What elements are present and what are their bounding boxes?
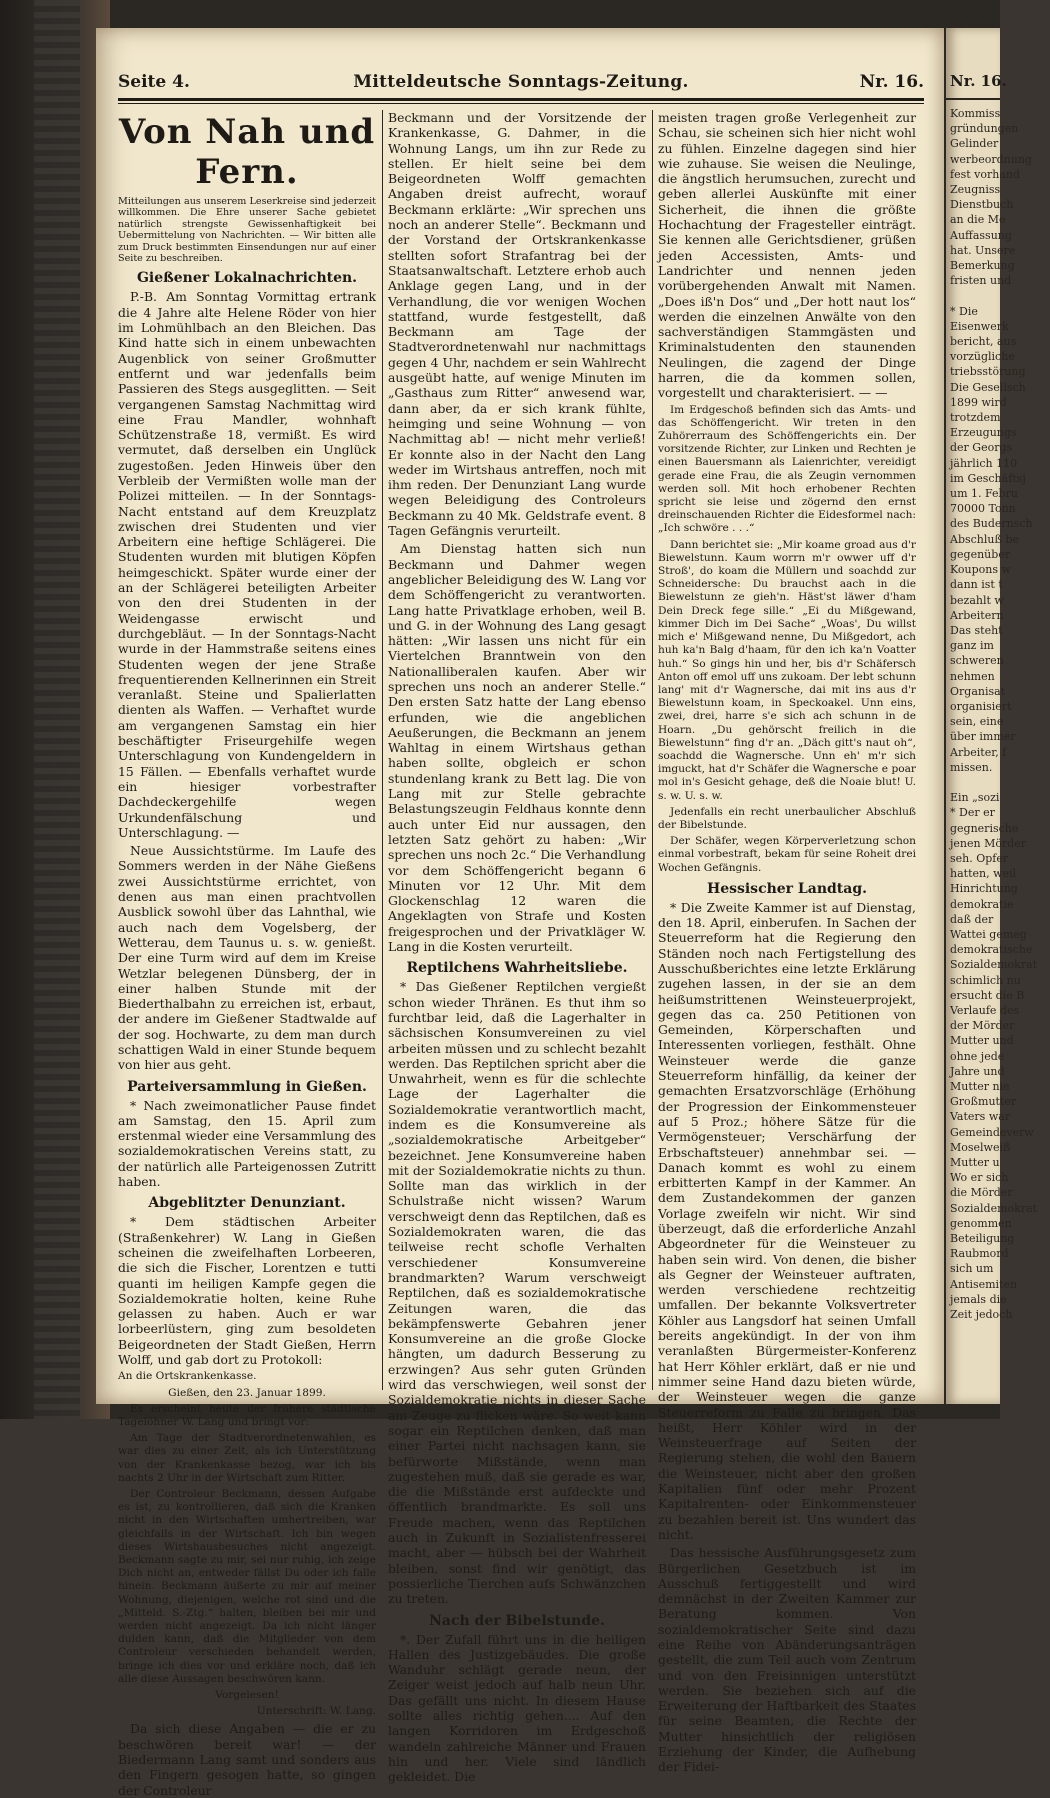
adjacent-text-fragment: Arbeitern [950, 608, 1004, 622]
letter-paragraph: Am Tage der Stadtverordnetenwahlen, es war dies zu einer Zeit, als ich Unterstützung von der Krankenkasse bezog, war ich bis nachts 2 Uhr in der Wirtschaft zum Ritter. [118, 1432, 376, 1484]
adjacent-text-fragment: jemals die [950, 1292, 1007, 1306]
adjacent-text-fragment: Gemeindeverw [950, 1125, 1034, 1139]
column-2 [388, 110, 646, 1785]
newspaper-page [96, 28, 944, 1798]
adjacent-text-fragment: Ein „sozi [950, 791, 1000, 805]
column-divider [382, 110, 383, 1390]
adjacent-text-fragment: bericht, aus [950, 335, 1017, 349]
adjacent-text-fragment: Erzeugungs [950, 426, 1017, 440]
adjacent-text-fragment: Gelinder [950, 137, 999, 151]
adjacent-text-fragment: Zeugniss [950, 183, 1001, 197]
issue-number: Nr. 16. [859, 72, 924, 92]
adjacent-text-fragment: der Mörder [950, 1019, 1015, 1033]
adjacent-text-fragment: Raubmord [950, 1247, 1009, 1261]
adjacent-text-fragment: Kommiss [950, 107, 1001, 120]
header-rule-thin [118, 103, 924, 104]
adjacent-text-fragment: Verlaufe des [950, 1003, 1020, 1017]
adjacent-text-fragment: im Geschäftsj [950, 471, 1026, 485]
adjacent-text-fragment: daß der [950, 912, 994, 926]
article-paragraph: Im Erdgeschoß befinden sich das Amts- und das Schöffengericht. Wir treten in den Zuhörerraum des Schöffengerichts ein. Der vorsitzende Richter, zur Linken und Rechten je einen Bauersmann als Laienrichter, vereidigt gerade eine Frau, die als Zeugin vernommen werden soll. Mit hoch erhobener Rechten spricht sie leise und zögernd den ernst dreinschauenden Richter die Eidesformel nach: „Ich schwöre . . .“ [658, 403, 916, 535]
article-paragraph: Der Schäfer, wegen Körperverletzung schon einmal vorbestraft, bekam für seine Roheit drei Wochen Gefängnis. [658, 835, 916, 874]
letter-address: An die Ortskrankenkasse. [118, 1370, 257, 1383]
adjacent-text-fragment: Jahre und [950, 1064, 1005, 1078]
adjacent-text-fragment: ohne jede [950, 1049, 1005, 1063]
article-paragraph: Neue Aussichtstürme. Im Laufe des Sommers werden in der Nähe Gießens zwei Aussichtstürme errichtet, von denen aus man einen prachtvollen Ausblick sowohl über das Lahnthal, wie auch nach dem Vogelsberg, der Wetterau, dem Taunus u. s. w. genießt. Der eine Turm wird auf dem im Kreise Wetzlar belegenen Dünsberg, der in einer halben Stunde mit der Biederthalbahn zu erreichen ist, erbaut, der andere im Gießener Stadtwalde auf der sog. Hochwarte, zu dem man durch schattigen Wald in einer Stunde bequem von hier aus geht. [118, 843, 376, 1073]
adjacent-text-fragment: Dienstbuch [950, 198, 1014, 212]
adjacent-text-fragment: Arbeiter, f [950, 745, 1007, 759]
adjacent-text-fragment: jenen Mörder [950, 836, 1027, 850]
letter-paragraph: Der Controleur Beckmann, dessen Aufgabe es ist, zu kontrollieren, daß sich die Kranken nicht in den Wirtschaften umhertreiben, war gleichfalls in der Wirtschaft. Ich bin wegen dieses Wirtshausbesuches nicht angezeigt. Beckmann sagte zu mir, sei nur ruhig, ich zeige Dich nicht an, entweder fällst Du oder ich falle hinein. Beckmann äußerte zu mir auf meiner Wohnung, diejenigen, welche rot sind und die „Mitteld. S.-Ztg.“ halten, bleiben bei mir und werden nicht angezeigt. Da ich nicht länger dulden kann, daß die Mitglieder von dem Controleur verschieden behandelt werden, bringe ich dies vor und erkläre noch, daß ich alle diese Aussagen beschwören kann. [118, 1487, 376, 1685]
section-title: Abgeblitzter Denunziant. [148, 1195, 346, 1212]
adjacent-text-fragment: Großmutter [950, 1095, 1017, 1109]
adjacent-text-fragment: fristen und [950, 274, 1012, 288]
adjacent-text-fragment: Mutter und [950, 1034, 1014, 1048]
article-paragraph: *. Der Zufall führt uns in die heiligen Hallen des Justizgebäudes. Die große Wanduhr schlägt gerade neun, der Zeiger weist jedoch auf halb neun Uhr. Das gefällt uns nicht. In diesem Hause sollte alles richtig gehen.... Auf den langen Korridoren im Erdgeschoß wandeln zahlreiche Männer und Frauen hin und her. Viele sind ländlich gekleidet. Die [388, 1631, 646, 1785]
adjacent-text-fragment: Wattei gemeg [950, 927, 1027, 941]
adjacent-text-fragment: * Der er [950, 806, 995, 820]
letter-date: Gießen, den 23. Januar 1899. [168, 1386, 326, 1399]
adjacent-text-fragment: gegenüber [950, 547, 1011, 561]
adjacent-text-fragment [950, 288, 1050, 303]
article-paragraph: meisten tragen große Verlegenheit zur Schau, sie scheinen sich hier nicht wohl zu fühlen. Einzelne dagegen sind hier wie zuhause. Sie weisen die Neulinge, die ängstlich herumsuchen, zurecht und geben allerlei Auskünfte mit einer Sicherheit, die ihnen die größte Hochachtung der Fragesteller einträgt. Sie kennen alle Gerichtsdiener, grüßen jeden Accessisten, Amts- und Landrichter und nennen jeden vorübergehenden Anwalt mit Namen. „Does iß'n Dos“ und „Der hott naut los“ werden die einzelnen Anwälte von den sachverständigen Stammgästen und Kriminalstudenten den staunenden Neulingen, die zagend der Dinge harren, die da kommen sollen, vorgestellt und charakterisiert. — — [658, 110, 916, 401]
page-header [118, 72, 924, 98]
adjacent-text-fragment: Vaters war [950, 1110, 1011, 1124]
adjacent-text-fragment [950, 775, 1050, 790]
adjacent-text-fragment: ersucht die B [950, 988, 1025, 1002]
adjacent-text-fragment: gegnerische [950, 821, 1019, 835]
adjacent-text-fragment: gründungen [950, 122, 1019, 136]
adjacent-text-fragment: Wo er sich [950, 1171, 1009, 1185]
adjacent-text-fragment: trotzdem [950, 411, 1001, 425]
adjacent-text-fragment: werbeordnung [950, 152, 1032, 166]
header-rule [118, 98, 924, 101]
adjacent-text-fragment: Die Gesellsch [950, 380, 1026, 394]
adjacent-text-fragment: genommen [950, 1216, 1012, 1230]
book-spine [0, 0, 110, 1419]
article-paragraph: Beckmann und der Vorsitzende der Krankenkasse, G. Dahmer, in die Wohnung Langs, um ihn zur Rede zu stellen. Er hielt seine bei dem Beigeordneten Wolff gemachten Angaben dreist aufrecht, worauf Beckmann erklärte: „Wir sprechen uns noch an anderer Stelle“. Beckmann und der Vorstand der Ortskrankenkasse stellten sofort Strafantrag bei der Staatsanwaltschaft. Letztere erhob auch Anklage gegen Lang, und in der Verhandlung, die vor wenigen Wochen stattfand, wurde festgestellt, daß Beckmann am Tage der Stadtverordnetenwahl nur nachmittags gegen 4 Uhr, nachdem er sein Wahlrecht ausgeübt hatte, auf wenige Minuten im „Gasthaus zum Ritter“ anwesend war, dann aber, da er sich krank fühlte, heimging und seine Wohnung — von Nachmittag ab! — nicht mehr verließ! Er konnte also in der Nacht den Lang weder im Wirtshaus antreffen, noch mit ihm reden. Der Denunziant Lang wurde wegen Beleidigung des Controleurs Beckmann zu 40 Mk. Geldstrafe event. 8 Tagen Gefängnis verurteilt. [388, 110, 646, 539]
article-paragraph: Da sich diese Angaben — die er zu beschwören bereit war! — der Biedermann Lang samt und sonders aus den Fingern gesogen hatte, so gingen der Controleur [118, 1721, 376, 1798]
adjacent-text-fragment: demokratie [950, 897, 1014, 911]
editorial-intro: Mitteilungen aus unserem Leserkreise sind jederzeit willkommen. Die Ehre unserer Sache gebietet natürlich strengste Gewissenhaftigkeit bei Uebermittelung von Nachrichten. — Wir bitten alle zum Druck bestimmten Einsendungen nur auf einer Seite zu beschreiben. [118, 196, 376, 265]
article-paragraph: P.-B. Am Sonntag Vormittag ertrank die 4 Jahre alte Helene Röder von hier im Lohmühlbach an den Bleichen. Das Kind hatte sich in einem unbewachten Augenblick von seiner Großmutter entfernt und war jedenfalls beim Passieren des Stegs ausgeglitten. — Seit vergangenen Samstag Nachmittag wird eine Frau Mandler, wohnhaft Schützenstraße 18, vermißt. Es wird vermutet, daß derselben ein Unglück zugestoßen. Jeden Hinweis über den Verbleib der Vermißten wolle man der Polizei mitteilen. — In der Sonntags-Nacht entstand auf dem Kreuzplatz zwischen drei Studenten und vier Arbeitern eine heftige Schlägerei. Die Studenten wurden mit blutigen Köpfen heimgeschickt. Später wurde einer der an der Schlägerei beteiligten Arbeiter von den drei Studenten in der Weidengasse erwischt und durchgebläut. — In der Sonntags-Nacht wurde in der Hammstraße seitens eines Studenten wegen der jene Straße frequentierenden Kellnerinnen ein Streit veranlaßt. Steine und Spalierlatten dienten als Waffen. — Verhaftet wurde am vergangenen Samstag ein hier beschäftigter Friseurgehilfe wegen Unterschlagung von Kundengeldern in 15 Fällen. — Ebenfalls verhaftet wurde ein hiesiger vorbestrafter Dachdeckergehilfe wegen Urkundenfälschung und Unterschlagung. — [118, 289, 376, 840]
adjacent-text-fragment: Beteiligung [950, 1232, 1015, 1246]
article-paragraph: Am Dienstag hatten sich nun Beckmann und Dahmer wegen angeblicher Beleidigung des W. Lang vor dem Schöffengericht zu verantworten. Lang hatte Privatklage erhoben, weil B. und G. in der Wohnung des Lang gesagt hätten: „Wir lassen uns nicht für ein Viertelchen Branntwein von den Nationalliberalen kaufen. Aber wir sprechen uns noch an anderer Stelle.“ Den ersten Satz hatte der Lang ebenso erfunden, wie die angeblichen Aeußerungen, die Beckmann an jenem Wahltag in einem Wirtshaus gethan haben sollte, obgleich er schon stundenlang krank zu Bett lag. Die von Lang mit zur Stelle gebrachte Belastungszeugin Feldhaus konnte denn auch unter Eid nur aussagen, den letzten Satz gehört zu haben: „Wir sprechen uns noch 2c.“ Die Verhandlung vor dem Schöffengericht begann 6 Minuten vor 12 Uhr. Mit dem Glockenschlag 12 waren die Angeklagten von Strafe und Kosten freigesprochen und der Privatkläger W. Lang in die Kosten verurteilt. [388, 541, 646, 955]
adjacent-text-fragment: über immer [950, 730, 1016, 744]
adjacent-text-fragment: Abschluß be [950, 532, 1019, 546]
adjacent-text-fragment: Antisemiten [950, 1277, 1018, 1291]
adjacent-text-fragment: der Georgs [950, 441, 1013, 455]
adjacent-text-fragment: des Budernsch [950, 517, 1033, 531]
newspaper-title: Mitteldeutsche Sonntags-Zeitung. [353, 72, 689, 92]
adjacent-text-fragment: Mutter u [950, 1156, 1000, 1170]
section-title: Nach der Bibelstunde. [429, 1612, 605, 1629]
adjacent-text-fragment: missen. [950, 760, 993, 774]
section-title: Parteiversammlung in Gießen. [127, 1078, 367, 1095]
adjacent-page-text [950, 106, 1050, 1322]
adjacent-header-rule [946, 98, 1000, 100]
adjacent-text-fragment: schimlich nu [950, 973, 1021, 987]
section-title: Gießener Lokalnachrichten. [136, 270, 358, 287]
column-3 [658, 110, 916, 1775]
adjacent-text-fragment: nehmen [950, 669, 995, 683]
adjacent-text-fragment: Sozialdemokrat [950, 1201, 1038, 1215]
column-divider [652, 110, 653, 1390]
adjacent-text-fragment: fest vorhand [950, 167, 1021, 181]
article-paragraph: * Nach zweimonatlicher Pause findet am Samstag, den 15. April zum erstenmal wieder eine Versammlung des sozialdemokratischen Vereins statt, zu der natürlich alle Parteigenossen Zutritt haben. [118, 1097, 376, 1190]
section-main-title: Von Nah und Fern. [118, 112, 376, 192]
adjacent-text-fragment: dann ist t [950, 578, 1003, 592]
adjacent-text-fragment: sich um [950, 1262, 994, 1276]
article-paragraph: * Dem städtischen Arbeiter (Straßenkehrer) W. Lang in Gießen scheinen die zweifelhaften Lorbeeren, die sich die Fischer, Lorentzen e tutti quanti im heiligen Kampfe gegen die Sozialdemokratie holten, keine Ruhe gelassen zu haben. Auch er war lorbeerlüstern, ging zum besoldeten Beigeordneten der Stadt Gießen, Herrn Wolff, und gab dort zu Protokoll: [118, 1214, 376, 1368]
adjacent-text-fragment: demokratische [950, 943, 1033, 957]
adjacent-text-fragment: * Die [950, 304, 978, 318]
article-paragraph: * Die Zweite Kammer ist auf Dienstag, den 18. April, einberufen. In Sachen der Steuerreform hat die Regierung den Ständen noch nach Fertigstellung des Ausschußberichtes eine letzte Erklärung zugehen lassen, in der sie an dem heißumstrittenen Weinsteuerprojekt, gegen das ca. 250 Petitionen von Gemeinden, Körperschaften und Interessenten vorliegen, festhält. Ohne Weinsteuer werde die ganze Steuerreform hinfällig, da keiner der gemachten Ersatzvorschläge (Erhöhung der Progression der Einkommensteuer auf 5 Proz.; höhere Sätze für die Vermögensteuer; Verschärfung der Erbschaftsteuer) annehmbar sei. — Danach kommt es wohl zu einem erbitterten Kampf in der Kammer. An dem Zustandekommen der ganzen Vorlage zweifeln wir nicht. Wir sind überzeugt, daß die erforderliche Anzahl Abgeordneter für die Weinsteuer zu haben sein wird. Von denen, die bisher als Gegner der Weinsteuer auftraten, werden verschiedene rechtzeitig umfallen. Der bekannte Volksvertreter Köhler aus Langsdorf hat seinen Umfall bereits angekündigt. In der von ihm veranlaßten Bürgermeister-Konferenz hat Herr Köhler erklärt, daß er nie und nimmer seine Hand dazu bieten würde, der Weinsteuer wegen die ganze Steuerreform zu Falle zu bringen. Das heißt, Herr Köhler wird in der Weinsteuerfrage auf Seiten der Regierung stehen, die wohl den Bauern die Weinsteuer, nicht aber den großen Kapitalien fünf oder mehr Prozent Kapitalrenten- oder Einkommensteuer zu bezahlen bereit ist. Uns wundert das nicht. [658, 899, 916, 1542]
adjacent-text-fragment: die Mörder [950, 1186, 1013, 1200]
adjacent-text-fragment: sein, eine [950, 715, 1004, 729]
adjacent-text-fragment: bezahlt w [950, 593, 1004, 607]
page-number: Seite 4. [118, 72, 190, 92]
letter-signature: Unterschrift: W. Lang. [256, 1705, 376, 1718]
adjacent-text-fragment: triebsstörung [950, 365, 1026, 379]
adjacent-text-fragment: hatten, weil [950, 867, 1017, 881]
section-title: Reptilchens Wahrheitsliebe. [406, 960, 628, 977]
dialect-quote: Dann berichtet sie: „Mir koame groad aus d'r Biewelstunn. Kaum worrn m'r owwer uff d'r Stroß', do koam die Müllern und soachdd zur Schneidersche: Du brauchst aach in die Biewelstunn ze gieh'n. Häst'st läwer d'ham Dein Dreck fege sille.“ „Ei du Mißgewand, kimmer Dich im Dei Sache“ „Woas', Du willst mich e' Mißgewand nenne, Du Mißgedort, ach huh ka'n Balg d'haam, für den ich ka'n Voatter huh.“ So gings hin und her, bis d'r Schäfersch Anton off emol uff uns zukoam. Der lebt schunn lang' mit d'r Wagnersche, dai mit ins aus d'r Biewelstunn koam, in Speckoakel. Unn eins, zwei, drei, harre s'e sich ach schunn in de Hoarn. „Du gehörscht freilich in die Biewelstunn“ fing d'r an. „Däch gitt's naut oh“, soachdd die Wagnersche. Unn eh' m'r sich imguckt, hat d'r Schäfer die Wagnersche e poar mol in's Gesicht gehage, deß die Noaie blut! U. s. w. U. s. w. [658, 538, 916, 802]
adjacent-text-fragment: Zeit jedoch [950, 1308, 1013, 1322]
section-title: Hessischer Landtag. [706, 880, 868, 897]
adjacent-text-fragment: seh. Opfer [950, 851, 1009, 865]
adjacent-text-fragment: Das steht [950, 623, 1003, 637]
adjacent-text-fragment: um 1. Febru [950, 487, 1018, 501]
letter-paragraph: Es erscheint heute der frühere städtische Tagelöhner W. Lang und bringt vor: [118, 1402, 376, 1428]
adjacent-text-fragment: Mutter nie [950, 1080, 1010, 1093]
adjacent-text-fragment: Moselweiß [950, 1140, 1011, 1154]
adjacent-text-fragment: Organisat [950, 684, 1006, 698]
adjacent-text-fragment: Hinrichtung [950, 882, 1018, 896]
adjacent-text-fragment: an die Me [950, 213, 1006, 227]
adjacent-text-fragment: hat. Unsere [950, 243, 1016, 257]
adjacent-page-edge [946, 28, 1038, 1404]
adjacent-text-fragment: schweren [950, 654, 1004, 668]
binding-texture [34, 0, 80, 1419]
adjacent-text-fragment: 1899 wird [950, 395, 1007, 409]
adjacent-text-fragment: vorzügliche [950, 350, 1015, 364]
column-1 [118, 110, 376, 1798]
adjacent-text-fragment: 70000 Tonn [950, 502, 1016, 516]
adjacent-text-fragment: Sozialdemokrat [950, 958, 1038, 972]
adjacent-text-fragment: Koupons w [950, 563, 1011, 577]
adjacent-text-fragment: ganz im [950, 639, 994, 653]
article-paragraph: * Das Gießener Reptilchen vergießt schon wieder Thränen. Es thut ihm so furchtbar leid, daß die Lagerhalter in sächsischen Konsumvereinen zu viel arbeiten müssen und zu schlecht bezahlt werden. Das Reptilchen spricht aber die Unwahrheit, wenn es für die schlechte Lage der Lagerhalter die Sozialdemokratie verantwortlich macht, indem es die Konsumvereine als „sozialdemokratische Arbeitgeber“ bezeichnet. Jene Konsumvereine haben mit der Sozialdemokratie nichts zu thun. Sollte man das wirklich in der Schulstraße nicht wissen? Warum verschweigt denn das Reptilchen, daß es Sozialdemokraten waren, die das teilweise recht schofle Verhalten verschiedener Konsumvereine brandmarkten? Warum verschweigt Reptilchen, daß es sozialdemokratische Zeitungen waren, die das bekämpfenswerte Gebahren jener Konsumvereine an die große Glocke hängten, um dadurch Besserung zu erzwingen? Aus sehr guten Gründen wird das verschwiegen, weil sonst der Sozialdemokratie nichts in dieser Sache am Zeuge zu flicken wäre. So weit kann sogar ein Reptilchen denken, daß man einer Partei nicht nachsagen kann, sie befürworte Mißstände, wenn man zugestehen muß, daß sie gerade es war, die die Mißstände erst aufdeckte und öffentlich brandmarkte. Es soll uns Freude machen, wenn das Reptilchen auch in Zukunft in Sozialistenfresserei macht, aber — hübsch bei der Wahrheit bleiben, sonst find wir genötigt, das possierliche Tierchen aufs Schwänzchen zu treten. [388, 979, 646, 1607]
adjacent-text-fragment: jährlich 110 [950, 456, 1018, 470]
adjacent-text-fragment: Auffassung [950, 228, 1012, 242]
adjacent-text-fragment: organisiert [950, 699, 1012, 713]
adjacent-issue-number: Nr. 16. [950, 72, 1007, 90]
letter-read-aloud: Vorgelesen! [215, 1689, 279, 1701]
adjacent-text-fragment: Eisenwerk [950, 319, 1009, 333]
article-paragraph: Jedenfalls ein recht unerbaulicher Abschluß der Bibelstunde. [658, 805, 916, 831]
adjacent-text-fragment: Bemerkung [950, 259, 1015, 273]
article-paragraph: Das hessische Ausführungsgesetz zum Bürgerlichen Gesetzbuch ist im Ausschuß fertiggestellt und wird demnächst in der Zweiten Kammer zur Beratung kommen. Von sozialdemokratischer Seite sind dazu eine Reihe von Abänderungsanträgen gestellt, die zum Teil auch vom Zentrum und von den Freisinnigen unterstützt werden. Sie beziehen sich auf die Erweiterung der Haftbarkeit des Staates für seine Beamten, die Rechte der Mutter hinsichtlich der religiösen Erziehung der Kinder, die Aufhebung der Fidei- [658, 1545, 916, 1775]
